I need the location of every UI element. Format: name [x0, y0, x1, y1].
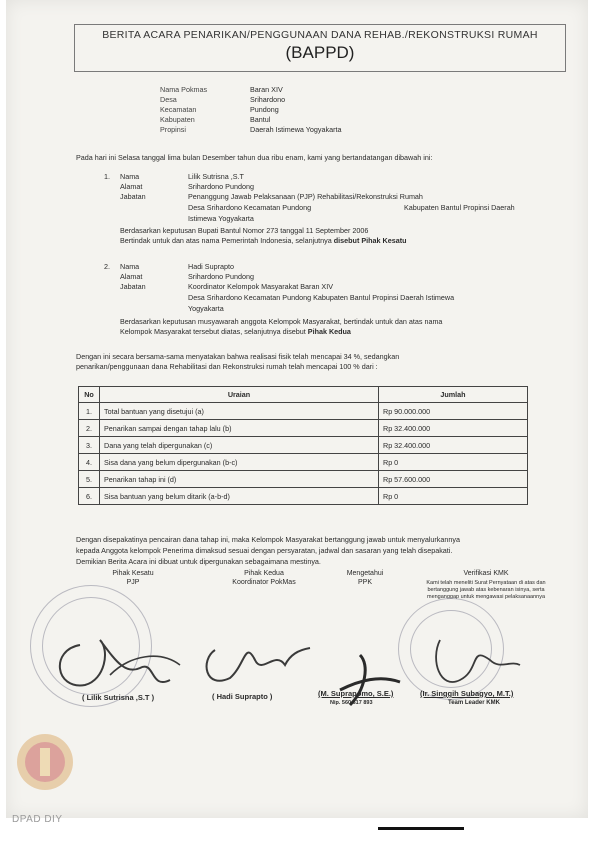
table-row	[79, 454, 528, 471]
cell-jumlah: Rp 90.000.000	[379, 403, 528, 420]
party-label: Nama	[120, 172, 140, 181]
cell-uraian: Penarikan sampai dengan tahap lalu (b)	[100, 420, 379, 437]
funding-table	[78, 386, 528, 505]
signature-nip-ppk: Nip. 560 617 893	[330, 700, 373, 706]
cell-jumlah: Rp 0	[379, 488, 528, 505]
cell-uraian: Dana yang telah dipergunakan (c)	[100, 437, 379, 454]
verification-note: Kami telah meneliti Surat Pernyataan di atas dan bertanggung jawab atas kebenaran isinya, serta menganggap untuk mengawasi pelaksanaannya	[426, 580, 546, 600]
party-position: Koordinator Kelompok Masyarakat Baran XIV	[188, 282, 334, 291]
signature-role: Pihak Kesatu	[112, 570, 154, 577]
signature-title-kmk: Team Leader KMK	[448, 700, 500, 706]
party-name: Lilik Sutrisna ,S.T	[188, 172, 244, 181]
cell-jumlah: Rp 57.600.000	[379, 471, 528, 488]
table-row	[79, 471, 528, 488]
party-label: Alamat	[120, 182, 143, 191]
column-header-uraian: Uraian	[100, 387, 379, 403]
statement-line-1: Dengan ini secara bersama-sama menyatakan bahwa realisasi fisik telah mencapai 34 %, sedangkan	[76, 352, 400, 361]
seal-center	[40, 748, 50, 776]
signature-subrole: Koordinator PokMas	[232, 579, 296, 586]
party-role-prefix: Bertindak untuk dan atas nama Pemerintah Indonesia, selanjutnya	[120, 236, 332, 245]
cell-no: 5.	[79, 471, 100, 488]
table-header-row	[79, 387, 528, 403]
party-number: 1.	[104, 172, 110, 181]
party-position: Desa Srihardono Kecamatan Pundong	[188, 203, 312, 212]
signature-name-kmk: (Ir. Singgih Subagyo, M.T.)	[420, 689, 514, 698]
cell-uraian: Sisa bantuan yang belum ditarik (a-b-d)	[100, 488, 379, 505]
column-header-no: No	[79, 387, 100, 403]
signature-role: Pihak Kedua	[244, 570, 284, 577]
party-position: Penanggung Jawab Pelaksanaan (PJP) Rehabilitasi/Rekonstruksi Rumah	[188, 192, 423, 201]
party-2-block	[104, 262, 564, 342]
location-value: Baran XIV	[250, 85, 283, 94]
party-position: Kabupaten Bantul Propinsi Daerah	[404, 203, 515, 212]
signature-name-ppk: (M. Suprapomo, S.E.)	[318, 689, 394, 698]
party-role-prefix: Kelompok Masyarakat tersebut diatas, selanjutnya disebut	[120, 327, 306, 336]
party-address: Srihardono Pundong	[188, 182, 254, 191]
party-position: Desa Srihardono Kecamatan Pundong Kabupaten Bantul Propinsi Daerah Istimewa	[188, 293, 455, 302]
footer-bar	[378, 827, 464, 830]
watermark-text: DPAD DIY	[12, 814, 63, 825]
document-header	[74, 24, 566, 72]
dpad-seal-watermark	[14, 728, 76, 800]
location-label: Kabupaten	[160, 115, 195, 124]
statement-line-2: penarikan/penggunaan dana Rehabilitasi dan Rekonstruksi rumah telah mencapai 100 % dari :	[76, 362, 378, 371]
cell-no: 3.	[79, 437, 100, 454]
cell-no: 4.	[79, 454, 100, 471]
party-label: Nama	[120, 262, 140, 271]
table-row	[79, 488, 528, 505]
closing-line-1: Dengan disepakatinya pencairan dana tahap ini, maka Kelompok Masyarakat bertanggung jawab untuk menyalurkannya	[76, 535, 460, 544]
party-basis: Berdasarkan keputusan Bupati Bantul Nomor 273 tanggal 11 September 2006	[120, 226, 369, 235]
table-row	[79, 420, 528, 437]
cell-no: 1.	[79, 403, 100, 420]
cell-no: 2.	[79, 420, 100, 437]
location-label: Nama Pokmas	[160, 85, 208, 94]
signature-heading-3	[320, 569, 410, 587]
location-value: Srihardono	[250, 95, 286, 104]
signature-name-pjp: ( Lilik Sutrisna ,S.T )	[82, 693, 155, 702]
document-title: BERITA ACARA PENARIKAN/PENGGUNAAN DANA REHAB./REKONSTRUKSI RUMAH	[102, 29, 538, 41]
location-value: Pundong	[250, 105, 279, 114]
closing-line-2: kepada Anggota kelompok Penerima dimaksud sesuai dengan persyaratan, jadwal dan sasaran yang telah disepakati.	[76, 546, 453, 555]
signature-heading-1	[88, 569, 178, 587]
party-position: Yogyakarta	[188, 304, 224, 313]
table-row	[79, 403, 528, 420]
signature-heading-4	[426, 569, 546, 601]
closing-line-3: Demikian Berita Acara ini dibuat untuk dipergunakan sebagaimana mestinya.	[76, 557, 321, 566]
cell-uraian: Sisa dana yang belum dipergunakan (b-c)	[100, 454, 379, 471]
signature-role: Mengetahui	[346, 570, 384, 577]
party-label: Alamat	[120, 272, 143, 281]
cell-uraian: Penarikan tahap ini (d)	[100, 471, 379, 488]
party-role-title: Pihak Kedua	[307, 327, 351, 336]
location-label: Kecamatan	[160, 105, 197, 114]
location-value: Daerah Istimewa Yogyakarta	[250, 125, 342, 134]
signature-role: Verifikasi KMK	[463, 570, 509, 577]
party-basis: Berdasarkan keputusan musyawarah anggota Kelompok Masyarakat, bertindak untuk dan atas nama	[120, 317, 443, 326]
party-label: Jabatan	[120, 282, 146, 291]
party-label: Jabatan	[120, 192, 146, 201]
location-block	[160, 85, 460, 137]
signature-name-pokmas: ( Hadi Suprapto )	[212, 692, 273, 701]
signature-subrole: PPK	[357, 579, 372, 586]
cell-no: 6.	[79, 488, 100, 505]
party-name: Hadi Suprapto	[188, 262, 234, 271]
location-label: Propinsi	[160, 125, 186, 134]
cell-uraian: Total bantuan yang disetujui (a)	[100, 403, 379, 420]
table-row	[79, 437, 528, 454]
column-header-jumlah: Jumlah	[379, 387, 528, 403]
signature-kmk	[436, 640, 520, 682]
party-role-text	[120, 236, 406, 246]
cell-jumlah: Rp 0	[379, 454, 528, 471]
signature-subrole: PJP	[126, 579, 140, 586]
party-position: Istimewa Yogyakarta	[188, 214, 254, 223]
party-1-block	[104, 172, 564, 252]
location-label: Desa	[160, 95, 177, 104]
intro-text: Pada hari ini Selasa tanggal lima bulan Desember tahun dua ribu enam, kami yang bertandatangan dibawah ini:	[76, 153, 433, 162]
party-role-text	[120, 327, 351, 337]
party-address: Srihardono Pundong	[188, 272, 254, 281]
document-subtitle: (BAPPD)	[285, 43, 355, 62]
signature-pjp-stroke	[110, 656, 180, 675]
cell-jumlah: Rp 32.400.000	[379, 437, 528, 454]
signature-pokmas	[207, 648, 310, 681]
party-role-title: disebut Pihak Kesatu	[333, 236, 407, 245]
party-number: 2.	[104, 262, 110, 271]
location-value: Bantul	[250, 115, 271, 124]
signature-heading-2	[204, 569, 324, 587]
cell-jumlah: Rp 32.400.000	[379, 420, 528, 437]
signature-pjp	[60, 640, 170, 685]
